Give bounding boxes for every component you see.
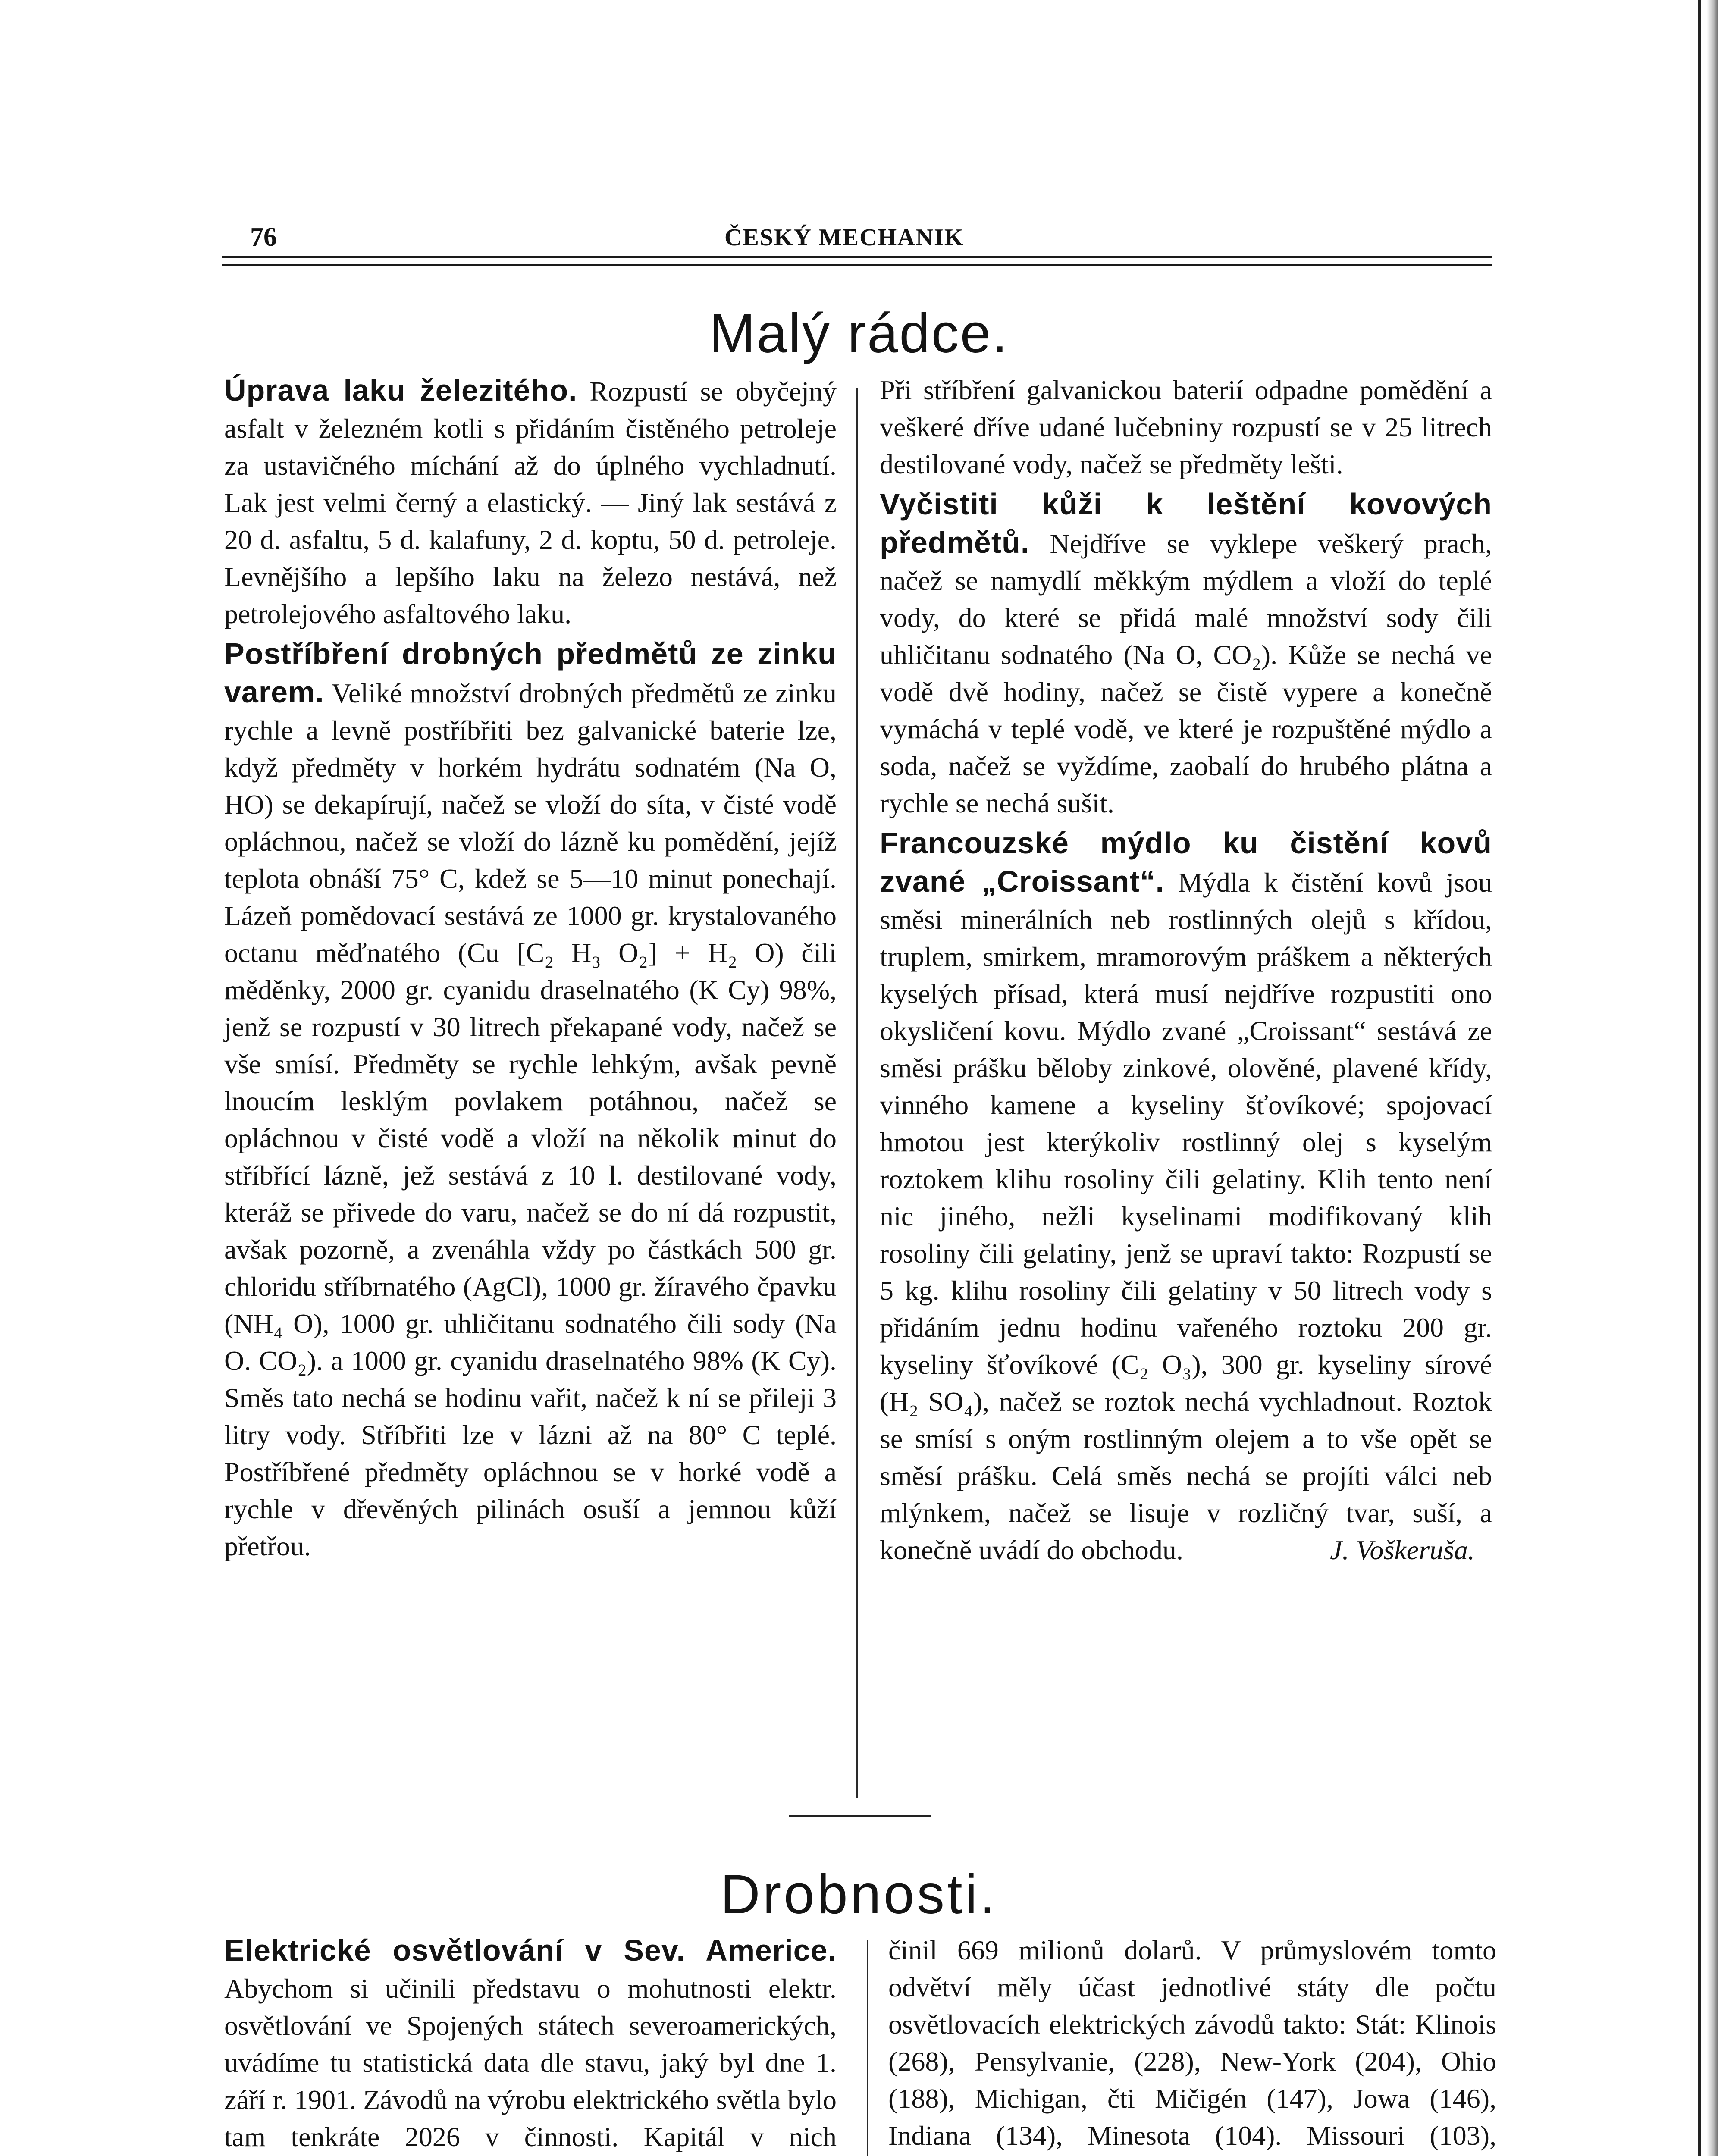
header-rule	[222, 256, 1492, 258]
article-elektricke-osvetlovani	[224, 1932, 837, 2156]
page-number: 76	[250, 222, 277, 252]
section-title-drobnosti: Drobnosti.	[720, 1864, 998, 1925]
maly-radce-left-column	[224, 372, 837, 1565]
column-divider	[867, 1940, 868, 2156]
article-body: Rozpustí se obyčejný asfalt v železném kotli s přidáním čistěného petroleje za ustavičného míchání až do úplného vychladnutí. Lak jest velmi černý a elastický. — Jiný lak sestává z 20 d. asfaltu, 5 d. kalafuny, 2 d. koptu, 50 d. petroleje. Levnějšího a lepšího laku na železo nestává, než petrolejového asfaltového laku.	[224, 376, 837, 629]
article-heading: Úprava laku železitého.	[224, 373, 577, 407]
article-francouzske-mydlo	[880, 824, 1492, 1569]
article-continuation	[888, 1932, 1496, 2156]
article-body: činil 669 milionů dolarů. V průmyslovém tomto odvětví měly účast jednotlivé státy dle počtu osvětlovacích elektrických závodů takto: Stát: Klinois (268), Pensylvanie, (228), New-York (204), Ohio (188), Michigan, čti Mičigén (147), Jowa (146), Indiana (134), Minesota (104). Missouri (103),	[888, 1935, 1496, 2151]
article-postribreni	[224, 635, 837, 1565]
section-title-maly-radce: Malý rádce.	[709, 303, 1009, 364]
article-body: Veliké množství drobných předmětů ze zinku rychle a levně postříbřiti bez galvanické baterie lze, když předměty v horkém hydrátu sodnatém (Na O, HO) se dekapírují, načež se vloží do síta, v čisté vodě opláchnou, načež se vloží do lázně ku pomědění, jejíž teplota obnáší 75° C, kdež se 5—10 minut ponechají. Lázeň pomědovací sestává ze 1000 gr. krystalovaného octanu měďnatého (Cu [C₂ H₃ O₂] + H₂ O) čili měděnky, 2000 gr. cyanidu draselnatého (K Cy) 98%, jenž se rozpustí v 30 litrech překapané vody, načež se vše smísí. Předměty se rychle lehkým, avšak pevně lnoucím lesklým povlakem potáhnou, načež se opláchnou v čisté vodě a vloží na několik minut do stříbřící lázně, jež sestává z 10 l. destilované vody, kteráž se přivede do varu, načež se do ní dá rozpustit, avšak pozorně, a zvenáhla vždy po částkách 500 gr. chloridu stříbrnatého (AgCl), 1000 gr. žíravého čpavku (NH₄ O), 1000 gr. uhličitanu sodnatého čili sody (Na O. CO₂). a 1000 gr. cyanidu draselnatého 98% (K Cy). Směs tato nechá se hodinu vařit, načež k ní se přileji 3 litry vody. Stříbřiti lze v lázni až na 80° C teplé. Postříbřené předměty opláchnou se v horké vodě a rychle v dřevěných pilinách osuší a jemnou kůží přetřou.	[224, 678, 837, 1561]
author-signature: J. Voškeruša.	[1330, 1535, 1475, 1565]
column-divider	[856, 388, 858, 1798]
article-body: Nejdříve se vyklepe veškerý prach, načež se namydlí měkkým mýdlem a vloží do teplé vody, do které se přidá malé množství sody čili uhličitanu sodnatého (Na O, CO₂). Kůže se nechá ve vodě dvě hodiny, načež se čistě vypere a konečně vymáchá v teplé vodě, ve které je rozpuštěné mýdlo a soda, načež se vyždíme, zaobalí do hrubého plátna a rychle se nechá sušit.	[880, 528, 1492, 818]
article-body: Mýdla k čistění kovů jsou směsi minerálních neb rostlinných olejů s křídou, truplem, smirkem, mramorovým práškem a některých kyselých přísad, která musí nejdříve rozpustiti ono okysličení kovu. Mýdlo zvané „Croissant“ sestává ze směsi prášku běloby zinkové, olověné, plavené křídy, vinného kamene a kyseliny šťovíkové; spojovací hmotou jest kterýkoliv rostlinný olej s kyselým roztokem klihu rosoliny čili gelatiny. Klih tento není nic jiného, nežli kyselinami modifikovaný klih rosoliny čili gelatiny, jenž se upraví takto: Rozpustí se 5 kg. klihu rosoliny čili gelatiny v 50 litrech vody s přidáním jednu hodinu vařeného roztoku 200 gr. kyseliny šťovíkové (C₂ O₃), 300 gr. kyseliny sírové (H₂ SO₄), načež se roztok nechá vychladnout. Roztok se smísí s oným rostlinným olejem a to vše opět se směsí prášku. Celá směs nechá se projíti válci neb mlýnkem, načež se lisuje v rozličný tvar, suší, a konečně uvádí do obchodu.	[880, 867, 1492, 1565]
article-body: Při stříbření galvanickou baterií odpadne pomědění a veškeré dříve udané lučebniny rozpustí se v 25 litrech destilované vody, načež se předměty lešti.	[880, 375, 1492, 479]
drobnosti-left-column	[224, 1932, 837, 2156]
article-body: Abychom si učinili představu o mohutnosti elektr. osvětlování ve Spojených státech severoamerických, uvádíme tu statistická data dle stavu, jaký byl dne 1. září r. 1901. Závodů na výrobu elektrického světla bylo tam tenkráte 2026 v činnosti. Kapitál v nich	[224, 1973, 837, 2152]
article-heading: Postříbření drobných předmětů ze zinku varem.	[224, 637, 837, 709]
article-vycistiti-kuzi	[880, 486, 1492, 822]
header-rule-thin	[222, 264, 1492, 266]
running-title: ČESKÝ MECHANIK	[724, 224, 964, 251]
article-heading: Vyčistiti kůži k leštění kovových předmětů.	[880, 487, 1492, 559]
section-separator	[789, 1815, 931, 1817]
page-header	[250, 218, 1490, 257]
article-heading: Francouzské mýdlo ku čistění kovů zvané „Croissant“.	[880, 826, 1492, 898]
article-heading: Elektrické osvětlování v Sev. Americe.	[224, 1934, 837, 1967]
article-uprava-laku	[224, 372, 837, 633]
maly-radce-right-column	[880, 372, 1492, 1569]
drobnosti-right-column	[888, 1932, 1496, 2156]
article-continuation	[880, 372, 1492, 483]
